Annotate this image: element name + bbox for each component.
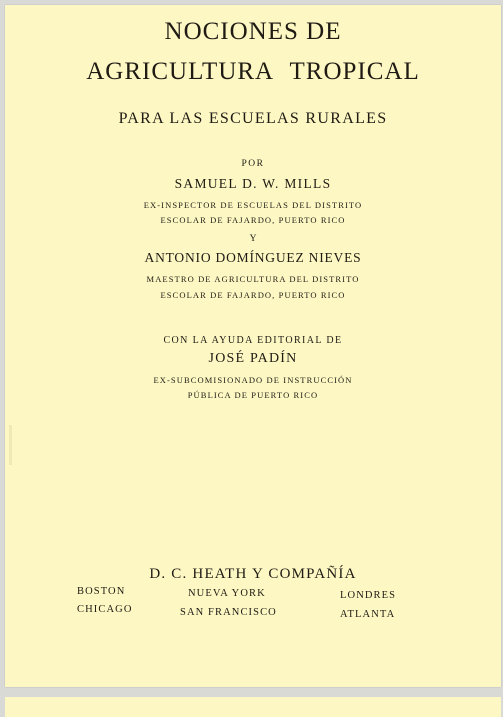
author-2-credential-2: ESCOLAR DE FAJARDO, PUERTO RICO: [160, 290, 346, 300]
publisher-name: D. C. HEATH Y COMPAÑÍA: [149, 566, 357, 582]
title-page: [5, 5, 501, 687]
city-chicago: CHICAGO: [77, 604, 133, 615]
by-label: POR: [241, 159, 265, 169]
editor-name: JOSÉ PADÍN: [208, 351, 298, 366]
author-2-name: ANTONIO DOMÍNGUEZ NIEVES: [144, 250, 362, 265]
page-stain: [9, 425, 12, 465]
book-subtitle: PARA LAS ESCUELAS RURALES: [118, 110, 388, 127]
author-1-credential-2: ESCOLAR DE FAJARDO, PUERTO RICO: [160, 215, 346, 225]
conjunction: Y: [249, 234, 257, 244]
next-page-edge: [5, 697, 501, 717]
city-boston: BOSTON: [77, 586, 126, 597]
author-1-name: SAMUEL D. W. MILLS: [174, 176, 332, 191]
author-1-credential-1: EX-INSPECTOR DE ESCUELAS DEL DISTRITO: [143, 200, 363, 210]
author-2-credential-1: MAESTRO DE AGRICULTURA DEL DISTRITO: [146, 274, 360, 284]
city-atlanta: ATLANTA: [340, 609, 396, 620]
editor-credential-2: PÚBLICA DE PUERTO RICO: [187, 390, 319, 400]
editorial-help-label: CON LA AYUDA EDITORIAL DE: [163, 335, 343, 346]
city-nueva-york: NUEVA YORK: [188, 588, 266, 599]
city-san-francisco: SAN FRANCISCO: [180, 607, 277, 618]
editor-credential-1: EX-SUBCOMISIONADO DE INSTRUCCIÓN: [153, 375, 353, 385]
book-title-line-1: NOCIONES DE: [164, 18, 342, 45]
book-title-line-2: AGRICULTURA TROPICAL: [86, 58, 420, 85]
city-londres: LONDRES: [340, 590, 397, 601]
